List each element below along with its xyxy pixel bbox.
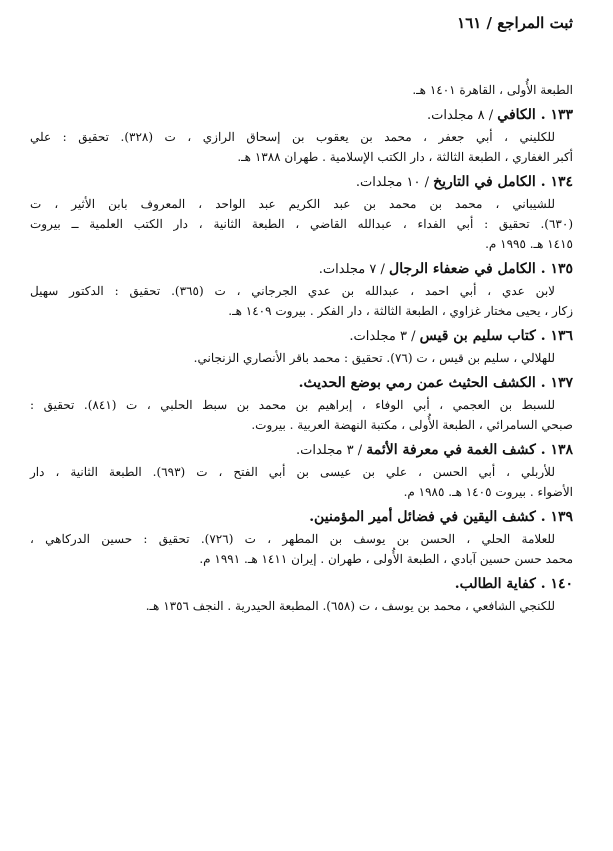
entry-title: كشف اليقين في فضائل أمير المؤمنين.: [309, 509, 536, 525]
entry-volumes: / ٧ مجلدات.: [318, 262, 390, 277]
entry-detail-line: محمد حسن حسين آبادي ، الطبعة الأُولى ، طهران . إيران ١٤١١ هـ. ١٩٩١ م.: [199, 552, 573, 566]
entry-volumes: / ١٠ مجلدات.: [355, 175, 434, 190]
entry-number: ١٣٨ .: [540, 442, 573, 458]
entry-volumes: / ٣ مجلدات.: [296, 443, 367, 458]
entry-title: كفاية الطالب.: [454, 576, 536, 592]
references-list: [30, 80, 573, 616]
entry-detail-line: (٦٣٠). تحقيق : أبي الفداء ، عبدالله القاضي ، الطبعة الثانية ، دار الكتب العلمية ــ بيروت: [30, 217, 573, 231]
entry-number: ١٣٧ .: [540, 375, 573, 391]
entry-volumes: / ٨ مجلدات.: [427, 108, 498, 123]
entry-detail-line: للسبط بن العجمي ، أبي الوفاء ، إبراهيم بن محمد بن سبط الحلبي ، ت (٨٤١). تحقيق :: [30, 398, 556, 412]
continuation-line: الطبعة الأُولى ، القاهرة ١٤٠١ هـ.: [412, 83, 573, 97]
entry-number: ١٣٣ .: [540, 107, 573, 123]
entry-title: الكامل في ضعفاء الرجال: [389, 261, 536, 277]
entry-detail-line: لابن عدي ، أبي احمد ، عبدالله بن عدي الجرجاني ، ت (٣٦٥). تحقيق : الدكتور سهيل: [30, 284, 555, 298]
reference-entry-title: [30, 439, 573, 462]
entry-title: الكشف الحثيث عمن رمي بوضع الحديث.: [298, 375, 536, 391]
reference-entry-title: [30, 258, 573, 281]
entry-title: الكافي: [497, 107, 536, 123]
entry-number: ١٣٩ .: [540, 509, 573, 525]
entry-title: كشف الغمة في معرفة الأئمة: [366, 442, 536, 458]
entry-detail-line: للشيباني ، محمد بن محمد بن عبد الكريم عبد الواحد ، المعروف بابن الأثير ، ت: [30, 197, 555, 211]
reference-entry-title: [30, 171, 573, 194]
reference-entry-title: [30, 325, 573, 348]
entry-detail-line: أكبر الغفاري ، الطبعة الثالثة ، دار الكتب الإسلامية . طهران ١٣٨٨ هـ.: [237, 150, 573, 164]
entry-detail-line: الأضواء . بيروت ١٤٠٥ هـ. ١٩٨٥ م.: [403, 485, 573, 499]
entry-detail-line: ١٤١٥ هـ. ١٩٩٥ م.: [485, 237, 573, 251]
entry-number: ١٣٥ .: [540, 261, 573, 277]
entries-container: [30, 104, 573, 616]
entry-number: ١٣٤ .: [540, 174, 573, 190]
entry-title: الكامل في التاريخ: [433, 174, 536, 190]
entry-detail-line: للعلامة الحلي ، الحسن بن يوسف بن المطهر ، ت (٧٢٦). تحقيق : حسين الدركاهي ،: [30, 532, 555, 546]
reference-entry-title: [30, 506, 573, 529]
entry-detail-line: زكار ، يحيى مختار غزاوي ، الطبعة الثالثة ، دار الفكر . بيروت ١٤٠٩ هـ.: [228, 304, 573, 318]
entry-number: ١٤٠ .: [540, 576, 573, 592]
reference-entry-title: [30, 573, 573, 596]
entry-number: ١٣٦ .: [540, 328, 573, 344]
page-header: ثبت المراجع / ١٦١: [457, 14, 573, 32]
entry-volumes: / ٣ مجلدات.: [349, 329, 420, 344]
entry-detail-line: صبحي السامرائي ، الطبعة الأُولى ، مكتبة النهضة العربية . بيروت.: [251, 418, 573, 432]
entry-title: كتاب سليم بن قيس: [419, 328, 536, 344]
entry-detail-line: للكليني ، أبي جعفر ، محمد بن يعقوب بن إسحاق الرازي ، ت (٣٢٨). تحقيق : علي: [30, 130, 555, 144]
reference-entry-title: [30, 104, 573, 127]
reference-entry-title: [30, 372, 573, 395]
entry-detail-line: للهلالي ، سليم بن قيس ، ت (٧٦). تحقيق : محمد باقر الأنصاري الزنجاني.: [193, 351, 555, 365]
entry-detail-line: للأربلي ، أبي الحسن ، علي بن عيسى بن أبي الفتح ، ت (٦٩٣). الطبعة الثانية ، دار: [30, 465, 555, 479]
entry-detail-line: للكنجي الشافعي ، محمد بن يوسف ، ت (٦٥٨). المطبعة الحيدرية . النجف ١٣٥٦ هـ.: [145, 599, 555, 613]
